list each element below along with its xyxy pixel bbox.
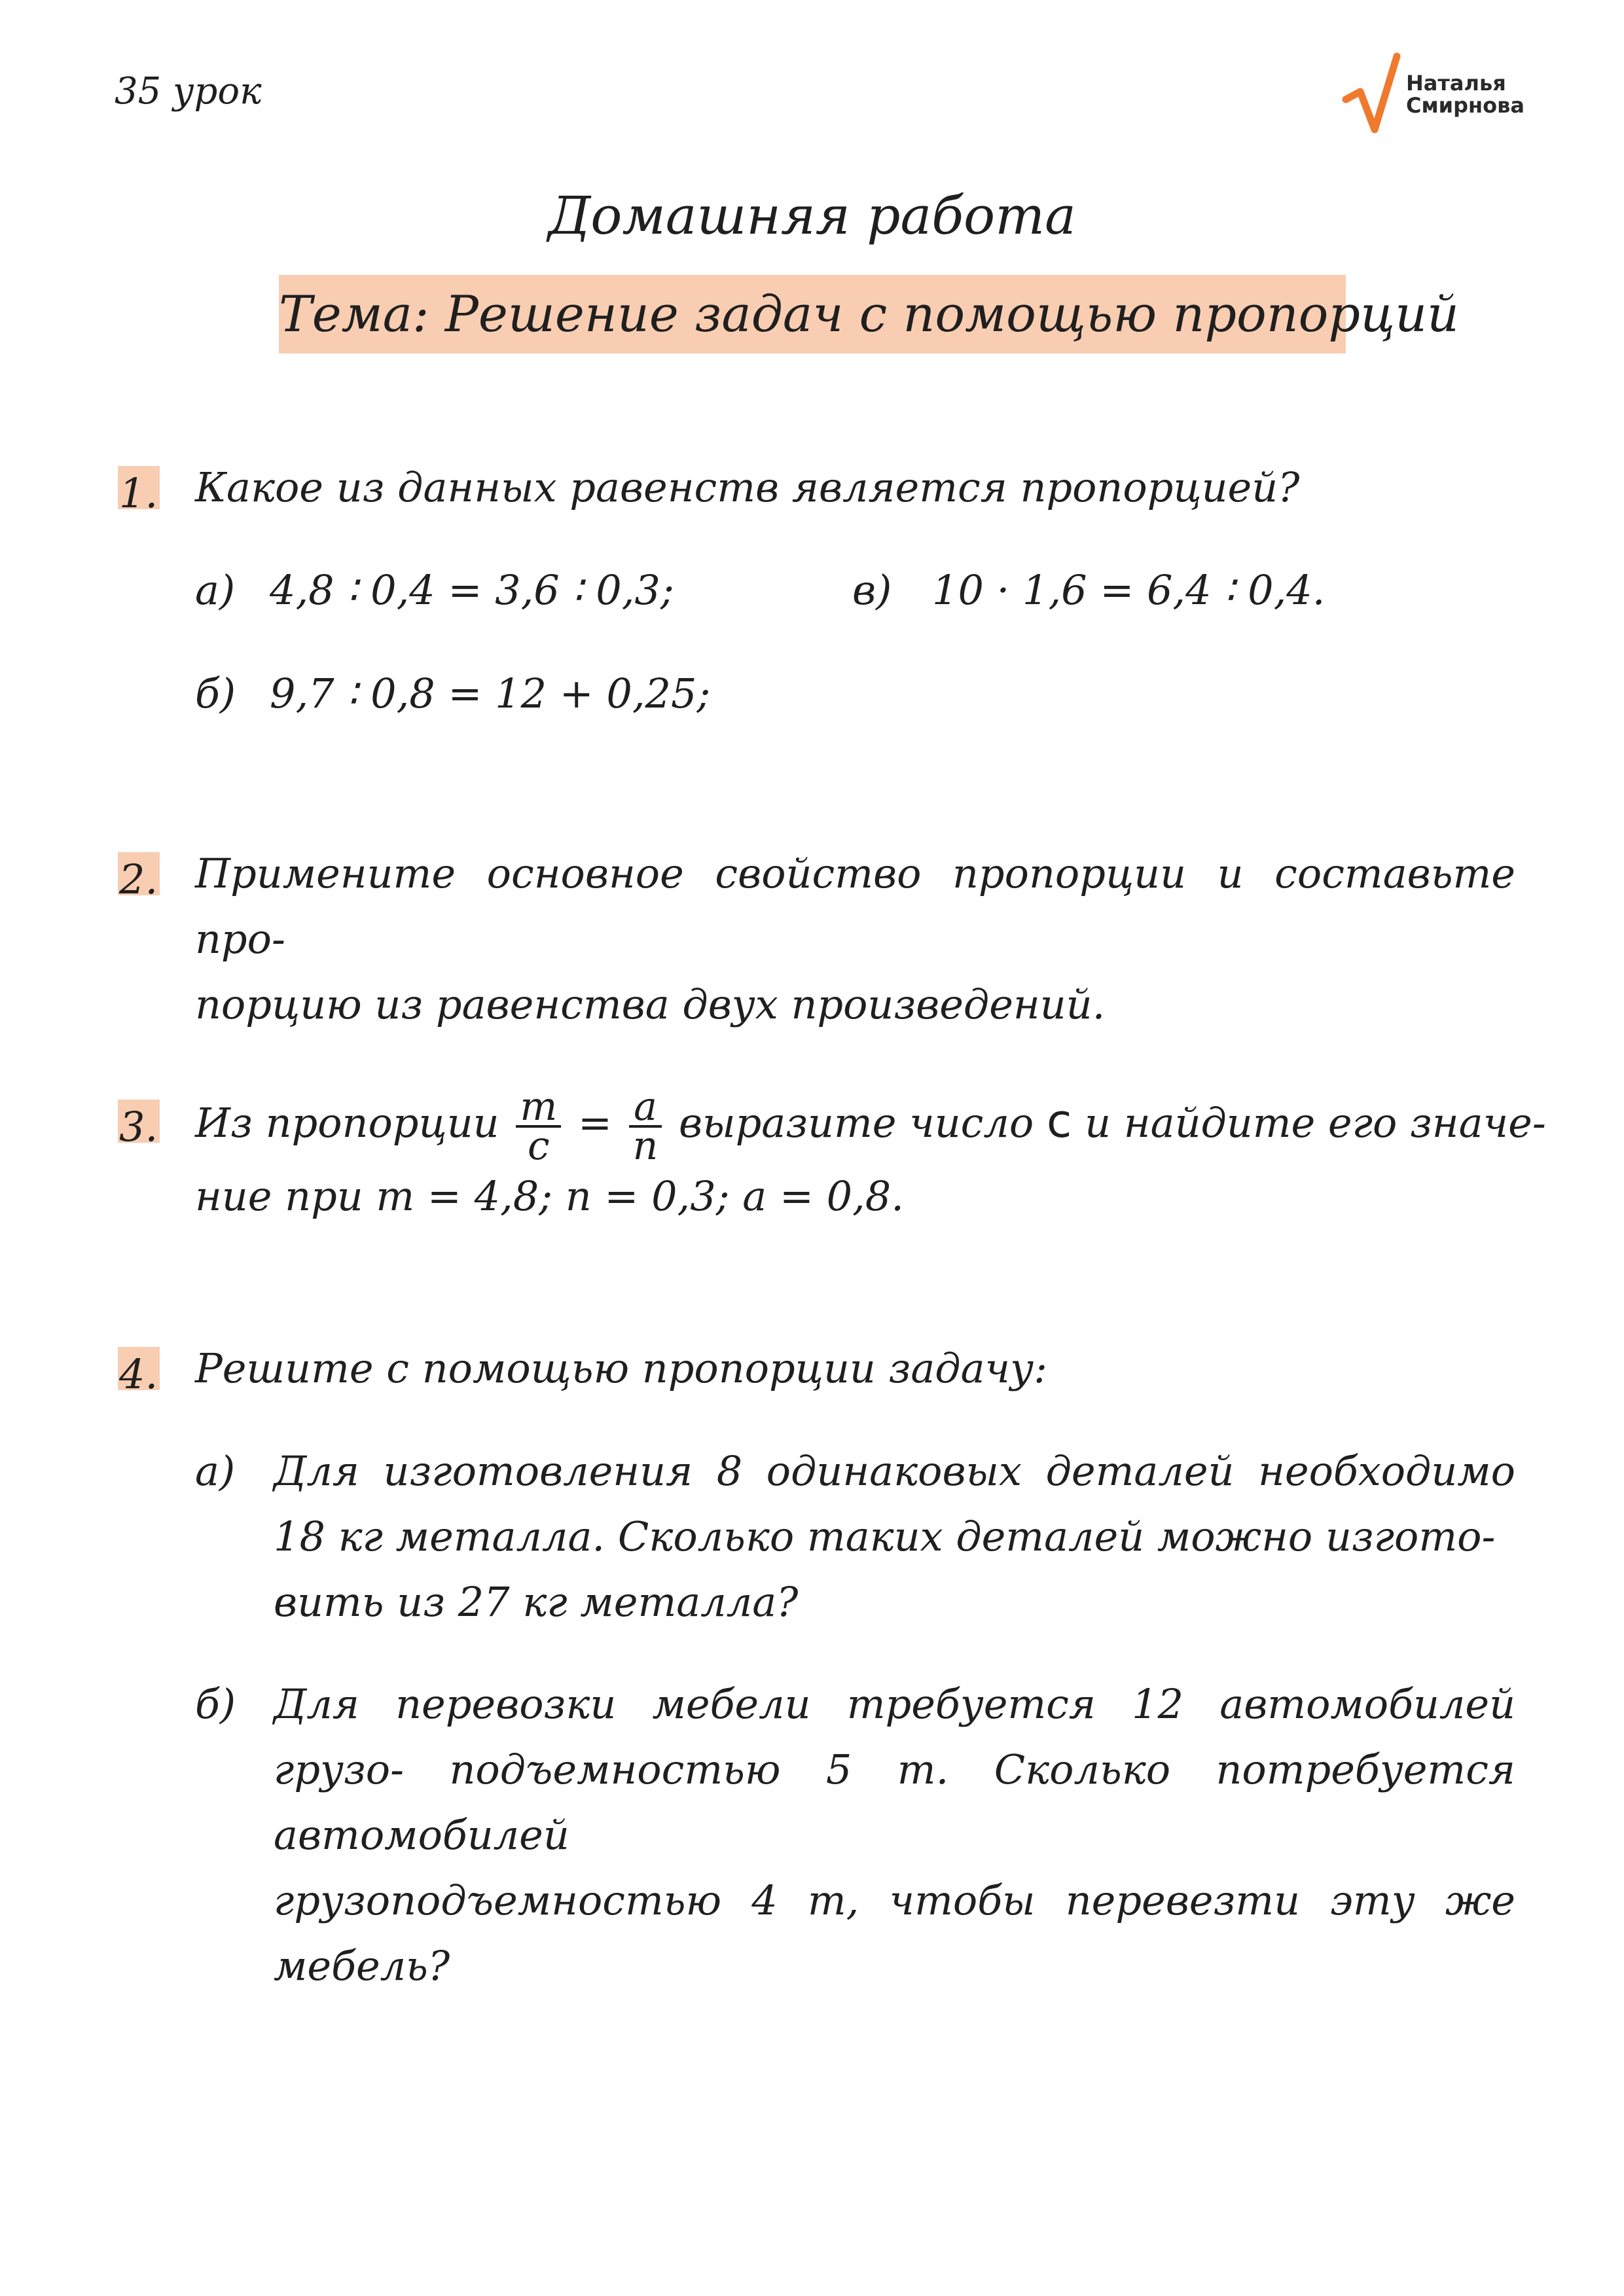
q3-equals-sign: = bbox=[577, 1099, 612, 1147]
fraction-2-numerator: a bbox=[629, 1088, 662, 1128]
question-2-text bbox=[195, 841, 1515, 1037]
question-4-text: Решите с помощью пропорции задачу: bbox=[195, 1344, 1047, 1392]
q3-text-after: и найдите его значе- bbox=[1085, 1099, 1546, 1147]
q3-variable-c: с bbox=[1046, 1094, 1072, 1149]
logo-line-2: Смирнова bbox=[1406, 93, 1525, 118]
checkmark-logo-icon bbox=[1341, 52, 1406, 137]
q4-option-b-text bbox=[274, 1672, 1515, 1999]
q1-option-b-label: б) bbox=[195, 670, 236, 717]
q3-text-before: Из пропорции bbox=[195, 1099, 499, 1147]
q4b-line-1: Для перевозки мебели требуется 12 автомобилей грузо- bbox=[274, 1680, 1515, 1793]
q4b-line-3: грузоподъемностью 4 т, чтобы перевезти эту же мебель? bbox=[274, 1876, 1515, 1990]
q4a-line-1: Для изготовления 8 одинаковых деталей необходимо bbox=[274, 1447, 1515, 1495]
fraction-a-over-n bbox=[629, 1084, 662, 1169]
question-3-line-2: ние при m = 4,8; n = 0,3; a = 0,8. bbox=[195, 1172, 904, 1220]
q1-option-a-label: а) bbox=[195, 566, 236, 614]
q4b-line-2: подъемностью 5 т. Сколько потребуется автомобилей bbox=[274, 1746, 1515, 1859]
logo-text bbox=[1406, 72, 1525, 117]
fraction-2-denominator: n bbox=[632, 1123, 659, 1169]
question-1-text: Какое из данных равенств является пропорцией? bbox=[195, 463, 1300, 511]
q4-option-a-text bbox=[274, 1439, 1515, 1635]
q1-option-b-expr: 9,7 ∶ 0,8 = 12 + 0,25; bbox=[270, 670, 711, 717]
q1-option-a-expr: 4,8 ∶ 0,4 = 3,6 ∶ 0,3; bbox=[270, 566, 674, 614]
q4a-line-2: 18 кг металла. Сколько таких деталей можно изгото- bbox=[274, 1513, 1496, 1560]
q1-option-v-expr: 10 · 1,6 = 6,4 ∶ 0,4. bbox=[932, 566, 1326, 614]
question-2-line-2: порцию из равенства двух произведений. bbox=[195, 980, 1106, 1028]
logo-line-1: Наталья bbox=[1406, 71, 1506, 96]
q4-option-b-label: б) bbox=[195, 1680, 236, 1728]
q1-option-v-label: в) bbox=[852, 566, 892, 614]
q4-option-a-label: а) bbox=[195, 1447, 236, 1495]
lesson-number: 35 урок bbox=[115, 70, 262, 113]
fraction-1-denominator: c bbox=[527, 1123, 550, 1169]
author-logo bbox=[1341, 52, 1530, 137]
question-number-3: 3. bbox=[118, 1100, 160, 1143]
question-number-1: 1. bbox=[118, 466, 160, 509]
question-number-4: 4. bbox=[118, 1347, 160, 1390]
question-3-line-1 bbox=[195, 1084, 1546, 1169]
topic-banner: Тема: Решение задач с помощью пропорций bbox=[279, 275, 1346, 353]
page-title: Домашняя работа bbox=[548, 185, 1076, 246]
q4a-line-3: вить из 27 кг металла? bbox=[274, 1578, 799, 1626]
q3-text-middle: выразите число bbox=[679, 1099, 1034, 1147]
question-number-2: 2. bbox=[118, 852, 160, 895]
question-2-line-1: Примените основное свойство пропорции и составьте про- bbox=[195, 850, 1515, 963]
fraction-m-over-c bbox=[516, 1084, 561, 1169]
fraction-1-numerator: m bbox=[516, 1088, 561, 1128]
